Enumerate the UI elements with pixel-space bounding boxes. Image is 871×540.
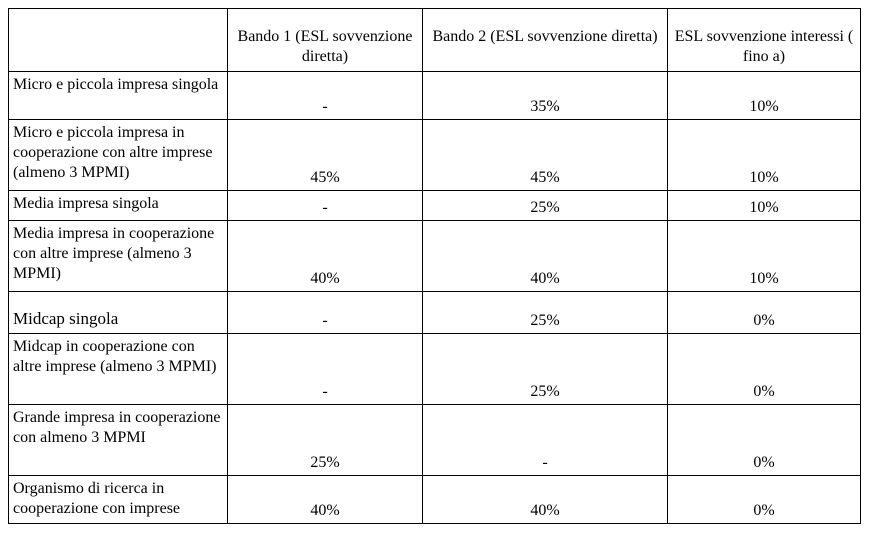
cell-bando-1: - xyxy=(228,191,423,221)
row-label: Grande impresa in cooperazione con almeno 3 MPMI xyxy=(9,405,228,476)
cell-esl: 0% xyxy=(668,405,861,476)
row-label: Media impresa in cooperazione con altre imprese (almeno 3 MPMI) xyxy=(9,221,228,292)
cell-bando-2: 40% xyxy=(423,476,668,524)
table-row xyxy=(9,221,861,292)
table-row xyxy=(9,191,861,221)
cell-bando-1: - xyxy=(228,334,423,405)
cell-esl: 10% xyxy=(668,72,861,120)
cell-esl: 0% xyxy=(668,476,861,524)
cell-bando-1: - xyxy=(228,72,423,120)
cell-bando-1: 40% xyxy=(228,221,423,292)
cell-esl: 0% xyxy=(668,292,861,334)
header-bando-2: Bando 2 (ESL sovvenzione diretta) xyxy=(423,9,668,72)
header-empty xyxy=(9,9,228,72)
table-row xyxy=(9,120,861,191)
cell-bando-1: 40% xyxy=(228,476,423,524)
cell-bando-2: 25% xyxy=(423,334,668,405)
row-label: Organismo di ricerca in cooperazione con imprese xyxy=(9,476,228,524)
row-label: Media impresa singola xyxy=(9,191,228,221)
cell-bando-1: - xyxy=(228,292,423,334)
cell-bando-2: 40% xyxy=(423,221,668,292)
funding-table xyxy=(8,8,861,524)
cell-bando-2: 35% xyxy=(423,72,668,120)
cell-bando-2: 25% xyxy=(423,292,668,334)
cell-bando-1: 25% xyxy=(228,405,423,476)
row-label: Micro e piccola impresa in cooperazione con altre imprese (almeno 3 MPMI) xyxy=(9,120,228,191)
header-bando-1: Bando 1 (ESL sovvenzione diretta) xyxy=(228,9,423,72)
table-row xyxy=(9,292,861,334)
cell-esl: 10% xyxy=(668,221,861,292)
cell-bando-2: 45% xyxy=(423,120,668,191)
table-row xyxy=(9,405,861,476)
cell-bando-2: - xyxy=(423,405,668,476)
cell-bando-1: 45% xyxy=(228,120,423,191)
cell-esl: 0% xyxy=(668,334,861,405)
table-row xyxy=(9,334,861,405)
table-row xyxy=(9,476,861,524)
header-esl-interessi: ESL sovvenzione interessi ( fino a) xyxy=(668,9,861,72)
row-label: Midcap singola xyxy=(9,292,228,334)
row-label: Midcap in cooperazione con altre imprese (almeno 3 MPMI) xyxy=(9,334,228,405)
cell-esl: 10% xyxy=(668,120,861,191)
cell-esl: 10% xyxy=(668,191,861,221)
table-row xyxy=(9,72,861,120)
row-label: Micro e piccola impresa singola xyxy=(9,72,228,120)
cell-bando-2: 25% xyxy=(423,191,668,221)
header-row xyxy=(9,9,861,72)
